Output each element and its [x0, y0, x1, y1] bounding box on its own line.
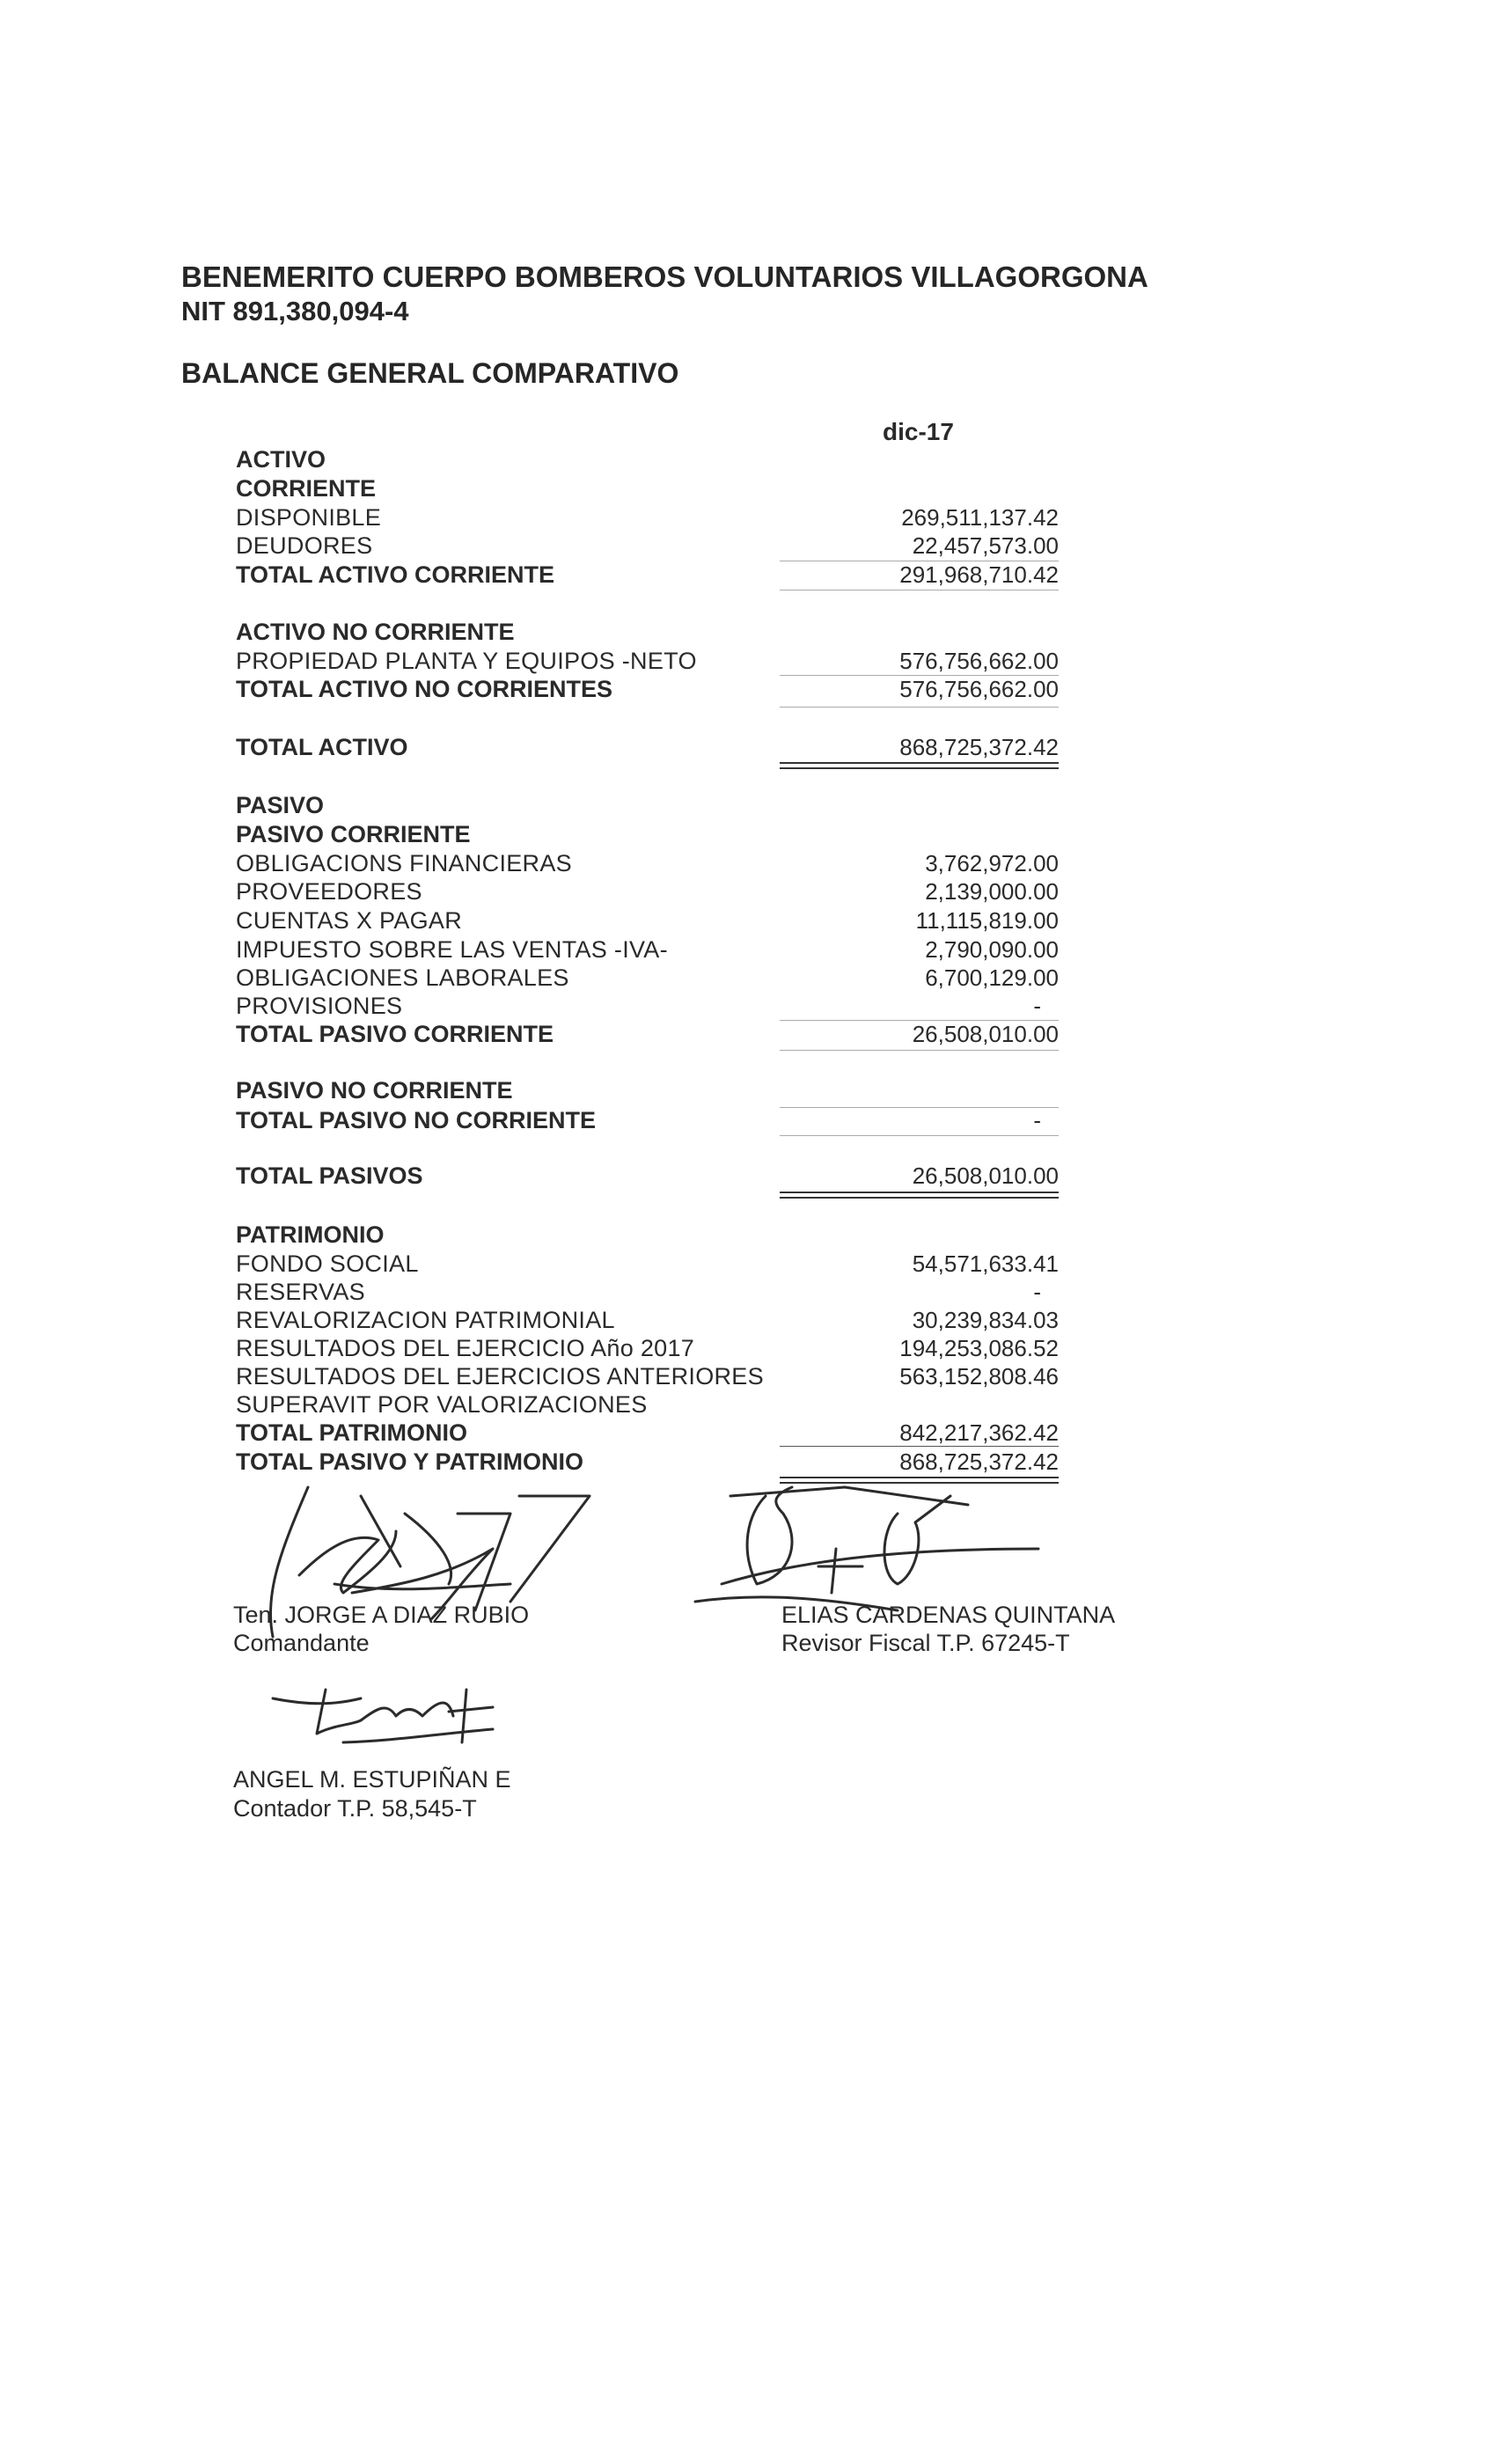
row-label: TOTAL PASIVO CORRIENTE — [236, 1021, 554, 1047]
row-label: PROPIEDAD PLANTA Y EQUIPOS -NETO — [236, 648, 697, 674]
table-row — [236, 1418, 1059, 1448]
subtotal-rule — [780, 1050, 1059, 1051]
table-row — [236, 1390, 1059, 1419]
nit-number: NIT 891,380,094-4 — [181, 296, 409, 326]
row-label: TOTAL PASIVO Y PATRIMONIO — [236, 1448, 584, 1475]
row-value: 842,217,362.42 — [899, 1419, 1059, 1446]
accountant-role: Contador T.P. 58,545-T — [233, 1795, 477, 1822]
table-row — [236, 1333, 1059, 1363]
table-row — [236, 617, 1059, 647]
table-row — [236, 906, 1059, 935]
row-value: 576,756,662.00 — [899, 648, 1059, 674]
row-label: RESULTADOS DEL EJERCICIOS ANTERIORES — [236, 1363, 764, 1390]
row-label: TOTAL PASIVOS — [236, 1162, 423, 1189]
row-value: 868,725,372.42 — [899, 1448, 1059, 1475]
row-label: TOTAL PASIVO NO CORRIENTE — [236, 1107, 597, 1133]
total-double-rule — [780, 1192, 1059, 1199]
row-label: RESERVAS — [236, 1279, 365, 1305]
total-double-rule — [780, 762, 1059, 769]
fiscal-role: Revisor Fiscal T.P. 67245-T — [781, 1630, 1070, 1656]
table-row — [236, 1305, 1059, 1335]
row-value: 54,571,633.41 — [912, 1250, 1059, 1277]
table-row — [236, 1277, 1059, 1307]
row-label: CUENTAS X PAGAR — [236, 907, 463, 934]
row-value: 563,152,808.46 — [899, 1363, 1059, 1390]
row-value: 2,139,000.00 — [925, 878, 1059, 905]
table-row — [236, 1019, 1059, 1049]
row-label: FONDO SOCIAL — [236, 1250, 419, 1277]
row-value: 576,756,662.00 — [899, 676, 1059, 702]
row-label: REVALORIZACION PATRIMONIAL — [236, 1307, 615, 1333]
period-column-header: dic-17 — [883, 418, 954, 445]
row-value: 11,115,819.00 — [915, 907, 1059, 934]
table-row — [236, 991, 1059, 1021]
table-row — [236, 819, 1059, 849]
row-value: 269,511,137.42 — [901, 504, 1059, 531]
row-value: 291,968,710.42 — [899, 561, 1059, 588]
row-label: TOTAL ACTIVO CORRIENTE — [236, 561, 555, 588]
row-value: 26,508,010.00 — [912, 1162, 1059, 1189]
table-row — [236, 531, 1059, 561]
row-label: TOTAL ACTIVO — [236, 734, 408, 760]
table-row — [236, 560, 1059, 590]
row-label: ACTIVO — [236, 446, 326, 473]
subtotal-rule — [780, 1135, 1059, 1136]
row-label: PASIVO CORRIENTE — [236, 821, 471, 847]
row-label: OBLIGACIONES LABORALES — [236, 964, 569, 991]
row-value: 26,508,010.00 — [912, 1021, 1059, 1047]
fiscal-name: ELIAS CARDENAS QUINTANA — [781, 1602, 1116, 1628]
row-label: DISPONIBLE — [236, 504, 382, 531]
table-row — [236, 502, 1059, 532]
table-row — [236, 790, 1059, 820]
row-label: CORRIENTE — [236, 475, 377, 502]
row-value: 3,762,972.00 — [925, 850, 1059, 876]
row-value: 6,700,129.00 — [925, 964, 1059, 991]
table-row — [236, 444, 1059, 474]
subtotal-rule — [780, 675, 1059, 676]
row-label: SUPERAVIT POR VALORIZACIONES — [236, 1391, 648, 1418]
row-label: ACTIVO NO CORRIENTE — [236, 619, 515, 645]
subtotal-rule — [780, 707, 1059, 708]
row-label: OBLIGACIONS FINANCIERAS — [236, 850, 572, 876]
accountant-signature-icon — [264, 1672, 510, 1760]
row-value: - — [1033, 993, 1041, 1019]
table-row — [236, 1105, 1059, 1135]
row-value: 2,790,090.00 — [925, 936, 1059, 963]
table-row — [236, 473, 1059, 503]
row-label: PASIVO NO CORRIENTE — [236, 1077, 513, 1104]
row-label: PROVEEDORES — [236, 878, 422, 905]
row-label: RESULTADOS DEL EJERCICIO Año 2017 — [236, 1335, 695, 1361]
table-row — [236, 963, 1059, 993]
row-value: - — [1033, 1279, 1041, 1305]
table-row — [236, 1161, 1059, 1191]
commander-role: Comandante — [233, 1630, 370, 1656]
organization-name: BENEMERITO CUERPO BOMBEROS VOLUNTARIOS VILLAGORGONA — [181, 260, 1148, 293]
row-label: IMPUESTO SOBRE LAS VENTAS -IVA- — [236, 936, 668, 963]
table-row — [236, 674, 1059, 704]
row-value: 194,253,086.52 — [899, 1335, 1059, 1361]
row-label: PATRIMONIO — [236, 1221, 385, 1248]
accountant-name: ANGEL M. ESTUPIÑAN E — [233, 1766, 511, 1793]
table-row — [236, 1447, 1059, 1477]
row-label: PASIVO — [236, 792, 325, 818]
row-value: 868,725,372.42 — [899, 734, 1059, 760]
row-value: 30,239,834.03 — [912, 1307, 1059, 1333]
table-row — [236, 1220, 1059, 1250]
table-row — [236, 1075, 1059, 1105]
row-label: TOTAL ACTIVO NO CORRIENTES — [236, 676, 613, 702]
commander-name: Ten. JORGE A DIAZ RUBIO — [233, 1602, 530, 1628]
table-row — [236, 732, 1059, 762]
table-row — [236, 1249, 1059, 1279]
table-row — [236, 935, 1059, 964]
subtotal-rule — [780, 1446, 1059, 1447]
row-label: TOTAL PATRIMONIO — [236, 1419, 467, 1446]
table-row — [236, 876, 1059, 906]
subtotal-rule — [780, 1020, 1059, 1021]
row-value: 22,457,573.00 — [912, 532, 1059, 559]
row-label: DEUDORES — [236, 532, 373, 559]
row-label: PROVISIONES — [236, 993, 403, 1019]
subtotal-rule — [780, 1107, 1059, 1108]
report-title: BALANCE GENERAL COMPARATIVO — [181, 357, 679, 389]
table-row — [236, 848, 1059, 878]
table-row — [236, 646, 1059, 676]
row-value: - — [1033, 1107, 1041, 1133]
table-row — [236, 1361, 1059, 1391]
